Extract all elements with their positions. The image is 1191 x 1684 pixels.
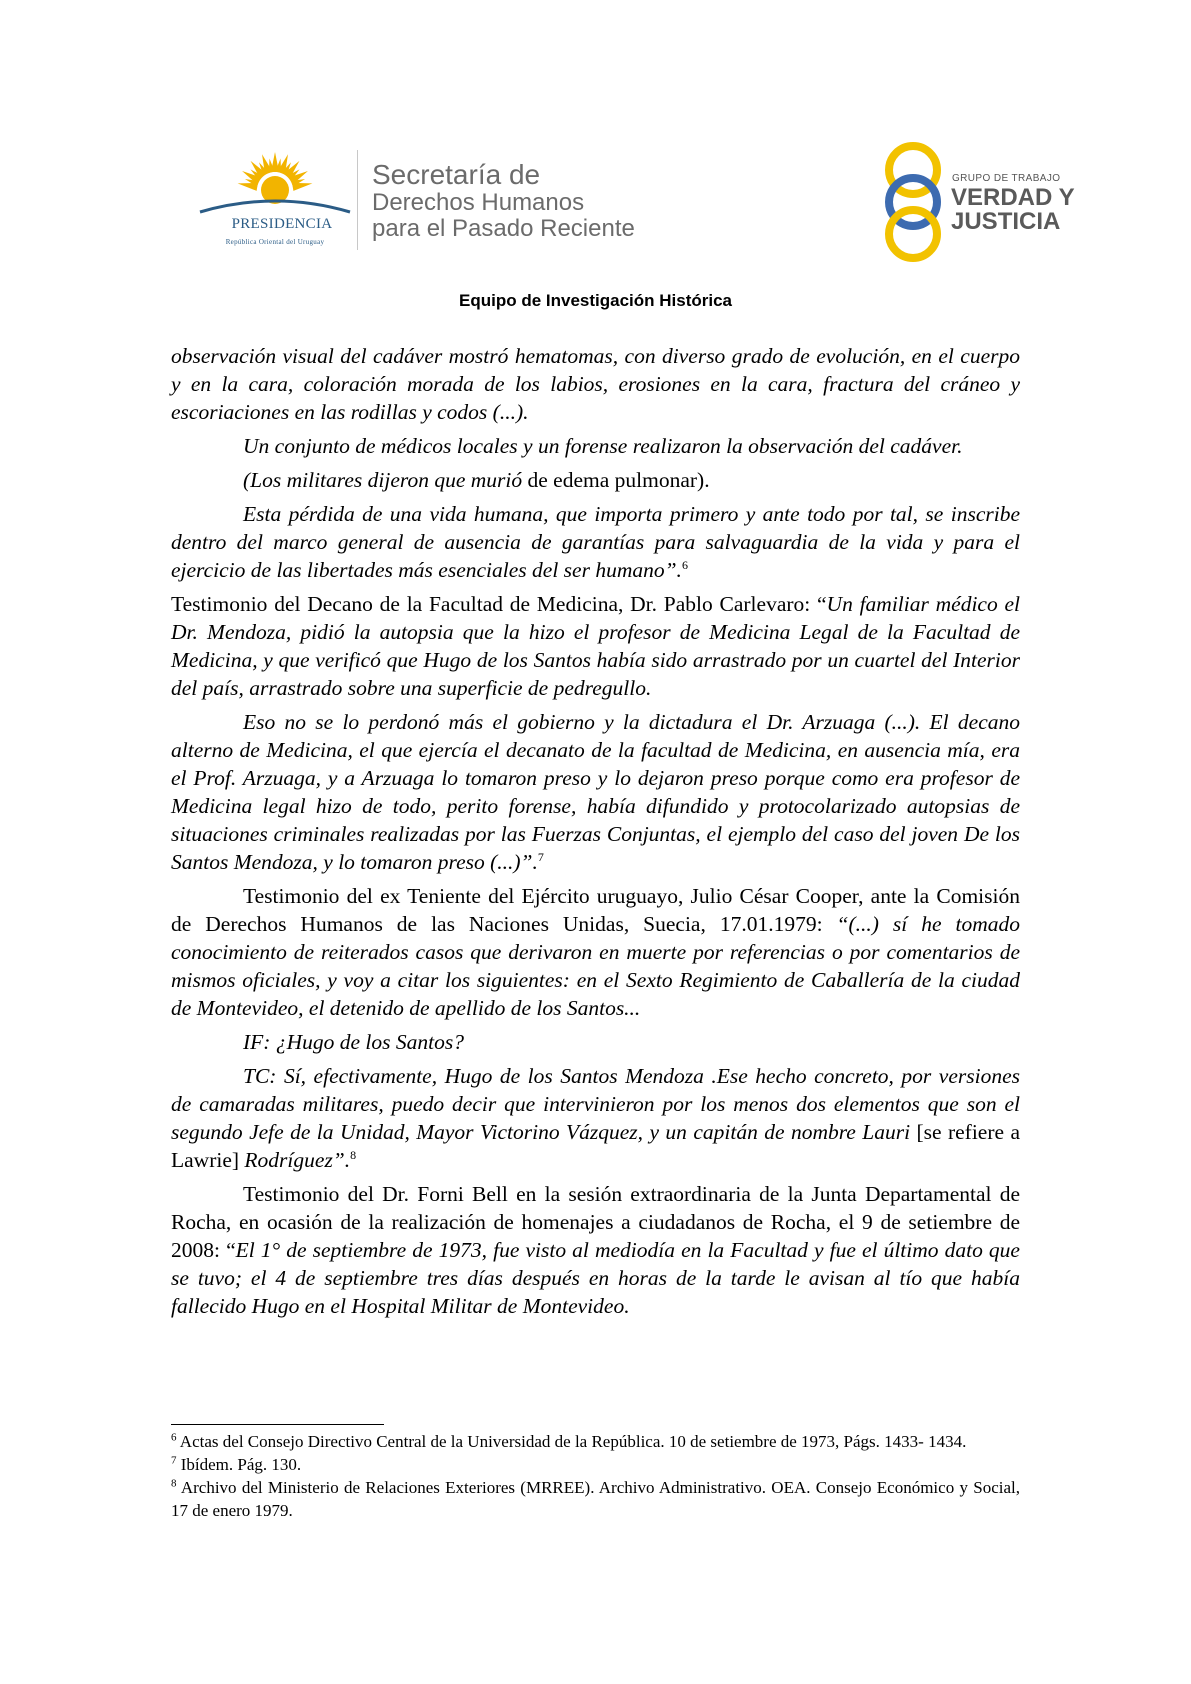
paragraph-8: IF: ¿Hugo de los Santos? [243, 1030, 464, 1054]
paragraph-6: Eso no se lo perdonó más el gobierno y la dictadura el Dr. Arzuaga (...). El decano alterno de Medicina, el que ejercía el decanato de la facultad de Medicina, en ausencia mía, era el Prof. Arzuaga, y a Arzuaga lo tomaron preso y lo dejaron preso porque como era profesor de Medicina legal hizo de todo, perito forense, había difundido y protocolarizado autopsias de situaciones criminales realizadas por las Fuerzas Conjuntas, el ejemplo del caso del joven De los Santos Mendoza, y lo tomaron preso (...)”.$^7$ [171, 710, 1020, 874]
presidencia-sublabel: República Oriental del Uruguay [225, 238, 325, 246]
paragraph-3: (Los militares dijeron que murió de edema pulmonar). [243, 468, 710, 492]
header-divider [357, 150, 358, 250]
footnote-ref-7: 7 [537, 849, 544, 864]
paragraph-5: Testimonio del Decano de la Facultad de Medicina, Dr. Pablo Carlevaro: “Un familiar médico el Dr. Mendoza, pidió la autopsia que la hizo el profesor de Medicina Legal de la Facultad de Medicina, y que verificó que Hugo de los Santos había sido arrastrado por un cuartel del Interior del país, arrastrado sobre una superficie de pedregullo. [171, 592, 1020, 700]
verdad-justicia-rings-logo [878, 140, 948, 265]
presidencia-sun-logo [195, 150, 355, 250]
paragraph-7: Testimonio del ex Teniente del Ejército uruguayo, Julio César Cooper, ante la Comisión de Derechos Humanos de las Naciones Unidas, Suecia, 17.01.1979: “(...) sí he tomado conocimiento de reiterados casos que derivaron en muerte por referencias o por comentarios de mismos oficiales, y voy a citar los siguientes: en el Sexto Regimiento de Caballería de la ciudad de Montevideo, el detenido de apellido de los Santos... [171, 884, 1020, 1020]
footnote-rule [171, 1424, 384, 1425]
paragraph-10: Testimonio del Dr. Forni Bell en la sesión extraordinaria de la Junta Departamental de Rocha, en ocasión de la realización de homenajes a ciudadanos de Rocha, el 9 de setiembre de 2008: “El 1° de septiembre de 1973, fue visto al mediodía en la Facultad y fue el último dato que se tuvo; el 4 de septiembre tres días después en horas de la tarde le avisan al tío que había fallecido Hugo en el Hospital Militar de Montevideo. [171, 1182, 1020, 1318]
paragraph-9: TC: Sí, efectivamente, Hugo de los Santos Mendoza .Ese hecho concreto, por versiones de camaradas militares, puedo decir que intervinieron por los menos dos elementos que son el segundo Jefe de la Unidad, Mayor Victorino Vázquez, y un capitán de nombre Lauri [se refiere a Lawrie] Rodríguez”.$^8$ [171, 1064, 1020, 1172]
secretaria-line-3: para el Pasado Reciente [372, 215, 635, 242]
secretaria-line-2: Derechos Humanos [372, 189, 585, 216]
footnote-ref-8: 8 [350, 1147, 357, 1162]
footnote-ref-6: 6 [681, 557, 688, 572]
presidencia-label: PRESIDENCIA [231, 216, 333, 232]
paragraph-1: observación visual del cadáver mostró hematomas, con diverso grado de evolución, en el cuerpo y en la cara, coloración morada de los labios, erosiones en la cara, fractura del cráneo y escoriaciones en las rodillas y codos (...). [171, 344, 1020, 424]
footnote-6: $^6$ Actas del Consejo Directivo Central de la Universidad de la República. 10 de setiembre de 1973, Págs. 1433- 1434. [171, 1431, 967, 1451]
footnote-7: $^7$ Ibídem. Pág. 130. [171, 1454, 302, 1474]
footnotes [171, 1430, 1020, 1522]
paragraph-4: Esta pérdida de una vida humana, que importa primero y ante todo por tal, se inscribe dentro del marco general de ausencia de garantías para salvaguardia de la vida y para el ejercicio de las libertades más esenciales del ser humano”.$^6$ [171, 502, 1020, 582]
gvj-title-line-2: JUSTICIA [951, 208, 1061, 235]
gvj-title-line-1: VERDAD Y [951, 184, 1075, 211]
gvj-group-label: GRUPO DE TRABAJO [952, 173, 1061, 184]
page-heading: Equipo de Investigación Histórica [459, 291, 732, 310]
body-text [171, 342, 1020, 1326]
footnote-8: $^8$ Archivo del Ministerio de Relaciones Exteriores (MRREE). Archivo Administrativo. OEA. Consejo Económico y Social, 17 de enero 1979. [171, 1477, 1020, 1520]
paragraph-2: Un conjunto de médicos locales y un forense realizaron la observación del cadáver. [243, 434, 963, 458]
secretaria-line-1: Secretaría de [372, 159, 541, 190]
